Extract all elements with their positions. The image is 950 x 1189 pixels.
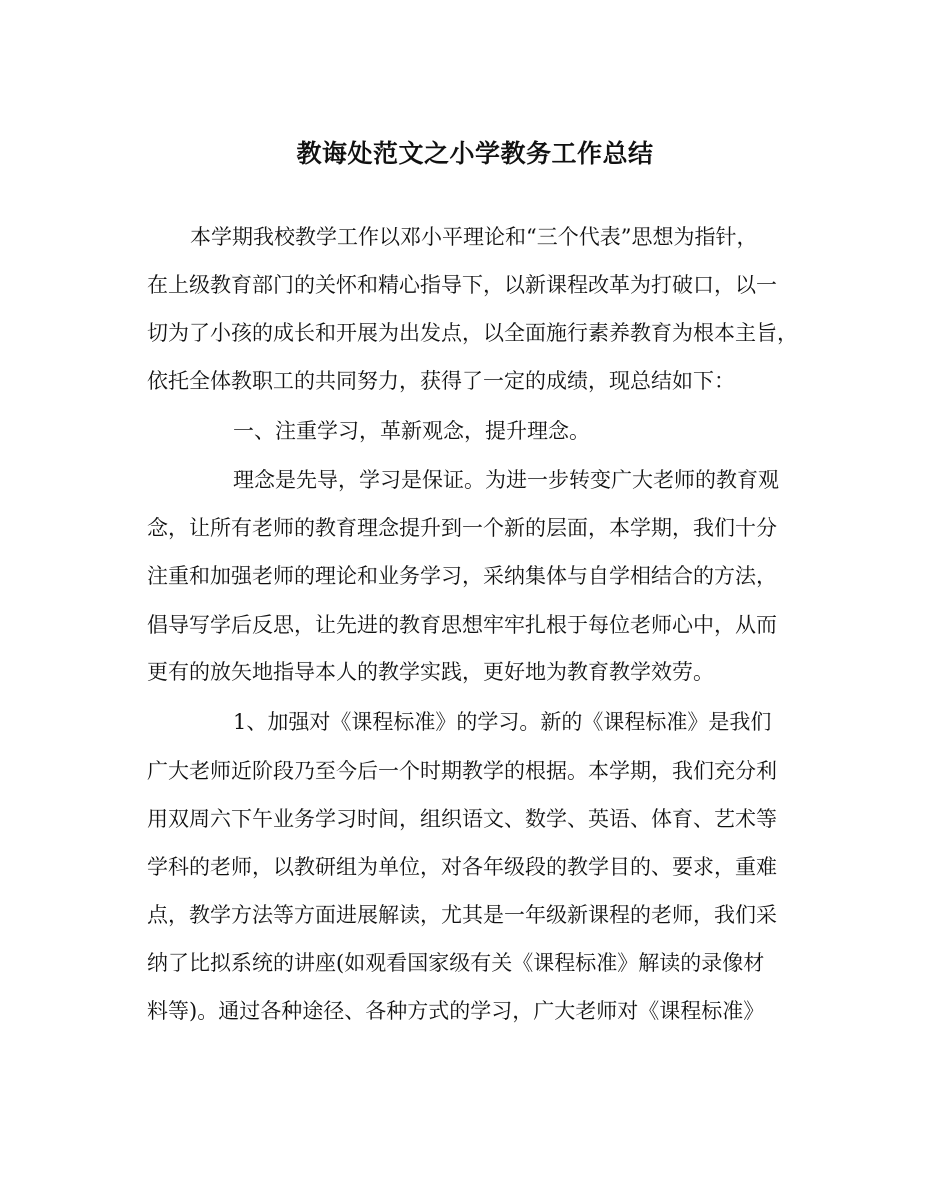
paragraph-line: 用双周六下午业务学习时间，组织语文、数学、英语、体育、艺术等 (147, 807, 777, 831)
paragraph-line: 依托全体教职工的共同努力，获得了一定的成绩，现总结如下： (147, 369, 735, 393)
paragraph-line: 理念是先导，学习是保证。为进一步转变广大老师的教育观 (233, 468, 779, 492)
paragraph-line: 注重和加强老师的理论和业务学习，采纳集体与自学相结合的方法， (147, 564, 777, 588)
paragraph-line: 在上级教育部门的关怀和精心指导下，以新课程改革为打破口，以一 (147, 273, 777, 297)
paragraph-line: 广大老师近阶段乃至今后一个时期教学的根据。本学期，我们充分利 (147, 759, 777, 783)
paragraph-line: 学科的老师，以教研组为单位，对各年级段的教学目的、要求，重难 (147, 855, 777, 879)
paragraph-line: 料等)。通过各种途径、各种方式的学习，广大老师对《课程标准》 (147, 999, 765, 1023)
paragraph-line: 倡导写学后反思，让先进的教育思想牢牢扎根于每位老师心中，从而 (147, 613, 777, 637)
section-heading: 一、注重学习，革新观念，提升理念。 (233, 419, 590, 443)
paragraph-line: 1、加强对《课程标准》的学习。新的《课程标准》是我们 (233, 710, 772, 734)
paragraph-line: 切为了小孩的成长和开展为出发点，以全面施行素养教育为根本主旨， (147, 321, 798, 345)
paragraph-line: 纳了比拟系统的讲座(如观看国家级有关《课程标准》解读的录像材 (147, 951, 765, 975)
paragraph-line: 点，教学方法等方面进展解读，尤其是一年级新课程的老师，我们采 (147, 903, 777, 927)
paragraph-line: 念，让所有老师的教育理念提升到一个新的层面，本学期，我们十分 (147, 516, 777, 540)
document-title: 教诲处范文之小学教务工作总结 (296, 139, 654, 168)
paragraph-line: 本学期我校教学工作以邓小平理论和“三个代表”思想为指针， (190, 225, 758, 249)
paragraph-line: 更有的放矢地指导本人的教学实践，更好地为教育教学效劳。 (147, 660, 714, 684)
